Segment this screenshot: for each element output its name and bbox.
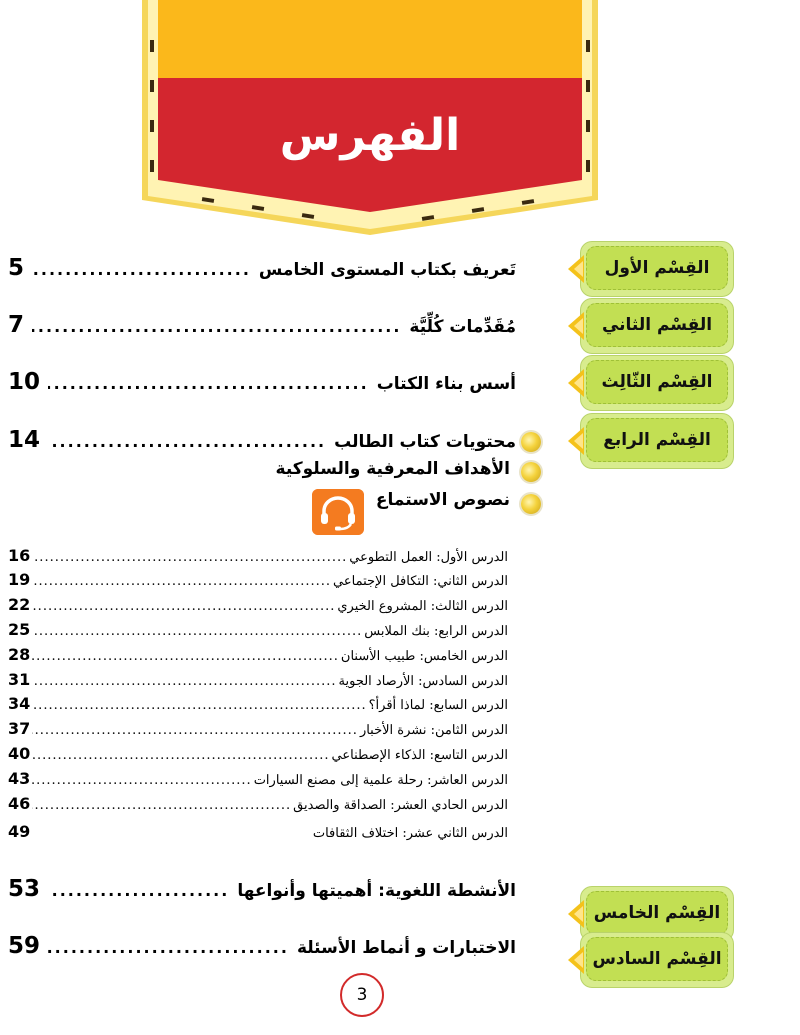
section-tab-1 bbox=[568, 241, 734, 297]
leader-dots bbox=[32, 599, 335, 614]
lesson-entry bbox=[8, 595, 508, 614]
lesson-entry bbox=[8, 744, 508, 763]
leader-dots bbox=[32, 574, 331, 589]
lesson-title: الدرس الخامس: طبيب الأسنان bbox=[340, 649, 508, 664]
section-tab-label: القِسْم الثّالِث bbox=[586, 360, 728, 404]
lesson-page: 19 bbox=[8, 570, 31, 589]
section-tab-3 bbox=[568, 355, 734, 411]
section-tab-label: القِسْم الخامس bbox=[586, 891, 728, 935]
bullet-icon bbox=[521, 462, 541, 482]
leader-dots bbox=[32, 723, 358, 738]
toc-entry bbox=[8, 312, 516, 338]
lesson-title: الدرس العاشر: رحلة علمية إلى مصنع السيارات bbox=[253, 773, 508, 788]
toc-subentry: نصوص الاستماع bbox=[375, 490, 510, 510]
lesson-page: 49 bbox=[8, 822, 31, 841]
leader-dots bbox=[32, 624, 362, 639]
leader-dots bbox=[32, 260, 251, 279]
lesson-entry bbox=[8, 822, 508, 841]
toc-entry-title: الأنشطة اللغوية: أهميتها وأنواعها bbox=[237, 881, 516, 901]
lesson-entry bbox=[8, 719, 508, 738]
lesson-page: 16 bbox=[8, 546, 31, 565]
leader-dots bbox=[48, 374, 369, 393]
lesson-page: 22 bbox=[8, 595, 31, 614]
page-number-text: 3 bbox=[356, 985, 368, 1005]
lesson-title: الدرس التاسع: الذكاء الإصطناعي bbox=[331, 748, 508, 763]
lesson-title: الدرس السادس: الأرصاد الجوية bbox=[338, 674, 508, 689]
bullet-icon bbox=[521, 432, 541, 452]
toc-entry bbox=[8, 369, 516, 395]
section-tab-label: القِسْم الرابع bbox=[586, 418, 728, 462]
leader-dots bbox=[32, 674, 336, 689]
leader-dots bbox=[48, 938, 289, 957]
lesson-entry bbox=[8, 645, 508, 664]
bullet-icon bbox=[521, 494, 541, 514]
toc-entry-title: تَعريف بكتاب المستوى الخامس bbox=[258, 260, 516, 280]
lesson-page: 46 bbox=[8, 794, 31, 813]
toc-entry-page: 7 bbox=[8, 312, 25, 338]
toc-entry-page: 10 bbox=[8, 369, 41, 395]
lesson-title: الدرس الأول: العمل التطوعي bbox=[349, 550, 508, 565]
lesson-title: الدرس الثاني: التكافل الإجتماعي bbox=[333, 574, 508, 589]
lesson-title: الدرس الرابع: بنك الملابس bbox=[364, 624, 508, 639]
leader-dots bbox=[32, 773, 251, 788]
lesson-entry bbox=[8, 570, 508, 589]
leader-dots bbox=[32, 748, 329, 763]
toc-entry-page: 5 bbox=[8, 255, 25, 281]
leader-dots bbox=[48, 432, 326, 451]
toc-entry-page: 53 bbox=[8, 876, 41, 902]
toc-entry-title: مُقَدِّمات كُلِّيَّة bbox=[409, 317, 516, 337]
toc-entry-page: 59 bbox=[8, 933, 41, 959]
lesson-page: 28 bbox=[8, 645, 31, 664]
section-tab-label: القِسْم السادس bbox=[586, 937, 728, 981]
lesson-entry bbox=[8, 670, 508, 689]
lesson-page: 43 bbox=[8, 769, 31, 788]
toc-entry-title: محتويات كتاب الطالب bbox=[334, 432, 516, 452]
lesson-entry bbox=[8, 794, 508, 813]
section-tab-4 bbox=[568, 413, 734, 469]
leader-dots bbox=[32, 698, 366, 713]
toc-entry bbox=[8, 933, 516, 959]
toc-entry bbox=[8, 427, 516, 453]
lesson-title: الدرس السابع: لماذا أقرأ؟ bbox=[368, 698, 508, 713]
section-tab-label: القِسْم الأول bbox=[586, 246, 728, 290]
lesson-page: 40 bbox=[8, 744, 31, 763]
toc-entry bbox=[8, 876, 516, 902]
leader-dots bbox=[32, 550, 347, 565]
toc-entry-page: 14 bbox=[8, 427, 41, 453]
leader-dots bbox=[32, 649, 339, 664]
headset-icon bbox=[312, 489, 364, 535]
page-title: الفهرس bbox=[279, 110, 461, 161]
lesson-page: 25 bbox=[8, 620, 31, 639]
lesson-entry bbox=[8, 694, 508, 713]
lesson-title: الدرس الثالث: المشروع الخيري bbox=[337, 599, 508, 614]
section-tab-2 bbox=[568, 298, 734, 354]
lesson-title: الدرس الثاني عشر: اختلاف الثقافات bbox=[312, 826, 508, 841]
leader-dots bbox=[32, 317, 401, 336]
lesson-entry bbox=[8, 620, 508, 639]
toc-entry-title: أسس بناء الكتاب bbox=[376, 374, 516, 394]
toc-entry-title: الاختبارات و أنماط الأسئلة bbox=[296, 938, 516, 958]
lesson-page: 31 bbox=[8, 670, 31, 689]
lesson-page: 37 bbox=[8, 719, 31, 738]
lesson-page: 34 bbox=[8, 694, 31, 713]
toc-subentry: الأهداف المعرفية والسلوكية bbox=[275, 459, 510, 479]
section-tab-label: القِسْم الثاني bbox=[586, 303, 728, 347]
section-tab-6 bbox=[568, 932, 734, 988]
lesson-title: الدرس الثامن: نشرة الأخبار bbox=[359, 723, 508, 738]
lesson-title: الدرس الحادي العشر: الصداقة والصديق bbox=[293, 798, 508, 813]
leader-dots bbox=[48, 881, 229, 900]
toc-entry bbox=[8, 255, 516, 281]
lesson-entry bbox=[8, 769, 508, 788]
leader-dots bbox=[32, 798, 291, 813]
page-number bbox=[340, 973, 384, 1017]
lesson-entry bbox=[8, 546, 508, 565]
